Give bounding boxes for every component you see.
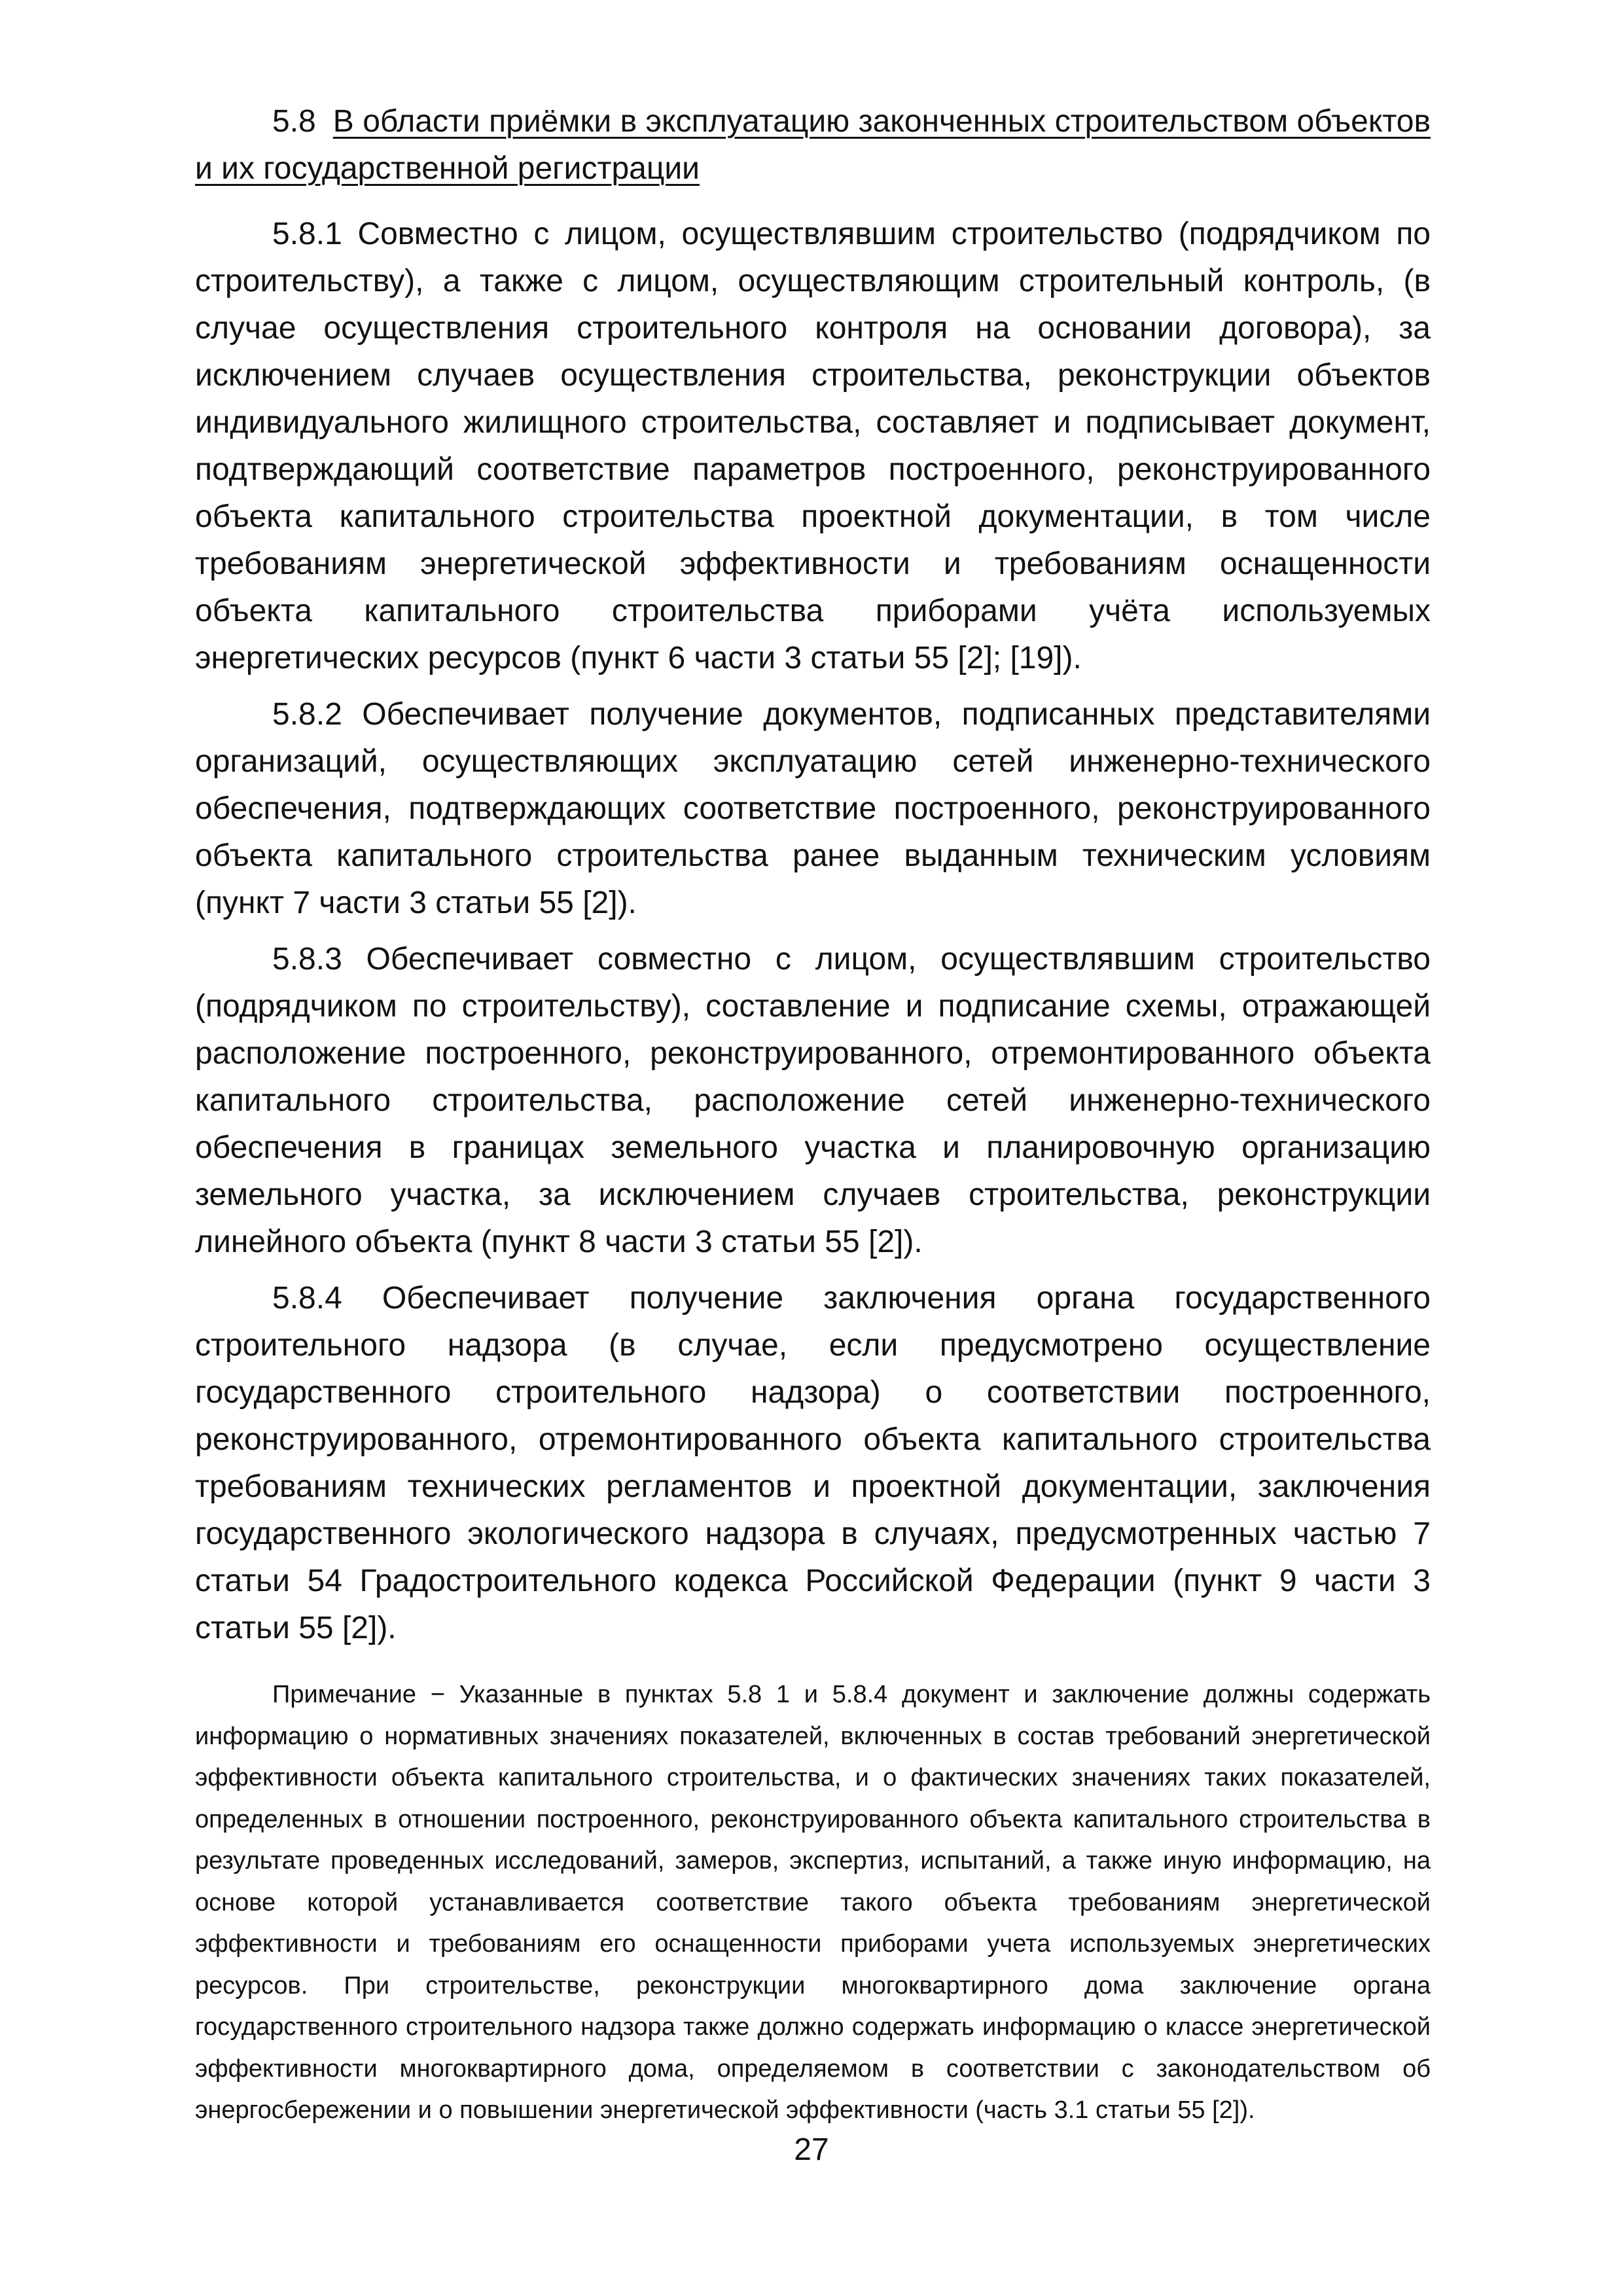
section-number: 5.8 [272, 104, 316, 139]
paragraph-5-8-4: 5.8.4 Обеспечивает получение заключения органа государственного строительного надзора (в случае, если предусмотрено осуществление государственного строительного надзора) о соответствии построенного, реконструированного, отремонтированного объекта капитального строительства требованиям технических регламентов и проектной документации, заключения государственного экологического надзора в случаях, предусмотренных частью 7 статьи 54 Градостроительного кодекса Российской Федерации (пункт 9 части 3 статьи 55 [2]). [195, 1281, 1431, 1645]
section-heading [195, 98, 1431, 192]
document-page [195, 98, 1431, 2132]
page-number: 27 [794, 2132, 829, 2167]
section-title: В области приёмки в эксплуатацию законченных строительством объектов и их государственной регистрации [195, 104, 1431, 186]
paragraph-5-8-1: 5.8.1 Совместно с лицом, осуществлявшим строительство (подрядчиком по строительству), а также с лицом, осуществляющим строительный контроль, (в случае осуществления строительного контроля на основании договора), за исключением случаев осуществления строительства, реконструкции объектов индивидуального жилищного строительства, составляет и подписывает документ, подтверждающий соответствие параметров построенного, реконструированного объекта капитального строительства проектной документации, в том числе требованиям энергетической эффективности и требованиям оснащенности объекта капитального строительства приборами учёта используемых энергетических ресурсов (пункт 6 части 3 статьи 55 [2]; [19]). [195, 217, 1431, 675]
paragraph-5-8-2: 5.8.2 Обеспечивает получение документов, подписанных представителями организаций, осуществляющих эксплуатацию сетей инженерно-технического обеспечения, подтверждающих соответствие построенного, реконструированного объекта капитального строительства ранее выданным техническим условиям (пункт 7 части 3 статьи 55 [2]). [195, 697, 1431, 920]
paragraph-5-8-3: 5.8.3 Обеспечивает совместно с лицом, осуществлявшим строительство (подрядчиком по строительству), составление и подписание схемы, отражающей расположение построенного, реконструированного, отремонтированного объекта капитального строительства, расположение сетей инженерно-технического обеспечения в границах земельного участка и планировочную организацию земельного участка, за исключением случаев строительства, реконструкции линейного объекта (пункт 8 части 3 статьи 55 [2]). [195, 942, 1431, 1259]
note-paragraph: Примечание − Указанные в пунктах 5.8 1 и 5.8.4 документ и заключение должны содержать информацию о нормативных значениях показателей, включенных в состав требований энергетической эффективности объекта капитального строительства, и о фактических значениях таких показателей, определенных в отношении построенного, реконструированного объекта капитального строительства в результате проведенных исследований, замеров, экспертиз, испытаний, а также иную информацию, на основе которой устанавливается соответствие такого объекта требованиям энергетической эффективности и требованиям его оснащенности приборами учета используемых энергетических ресурсов. При строительстве, реконструкции многоквартирного дома заключение органа государственного строительного надзора также должно содержать информацию о классе энергетической эффективности многоквартирного дома, определяемом в соответствии с законодательством об энергосбережении и о повышении энергетической эффективности (часть 3.1 статьи 55 [2]). [195, 1681, 1431, 2124]
